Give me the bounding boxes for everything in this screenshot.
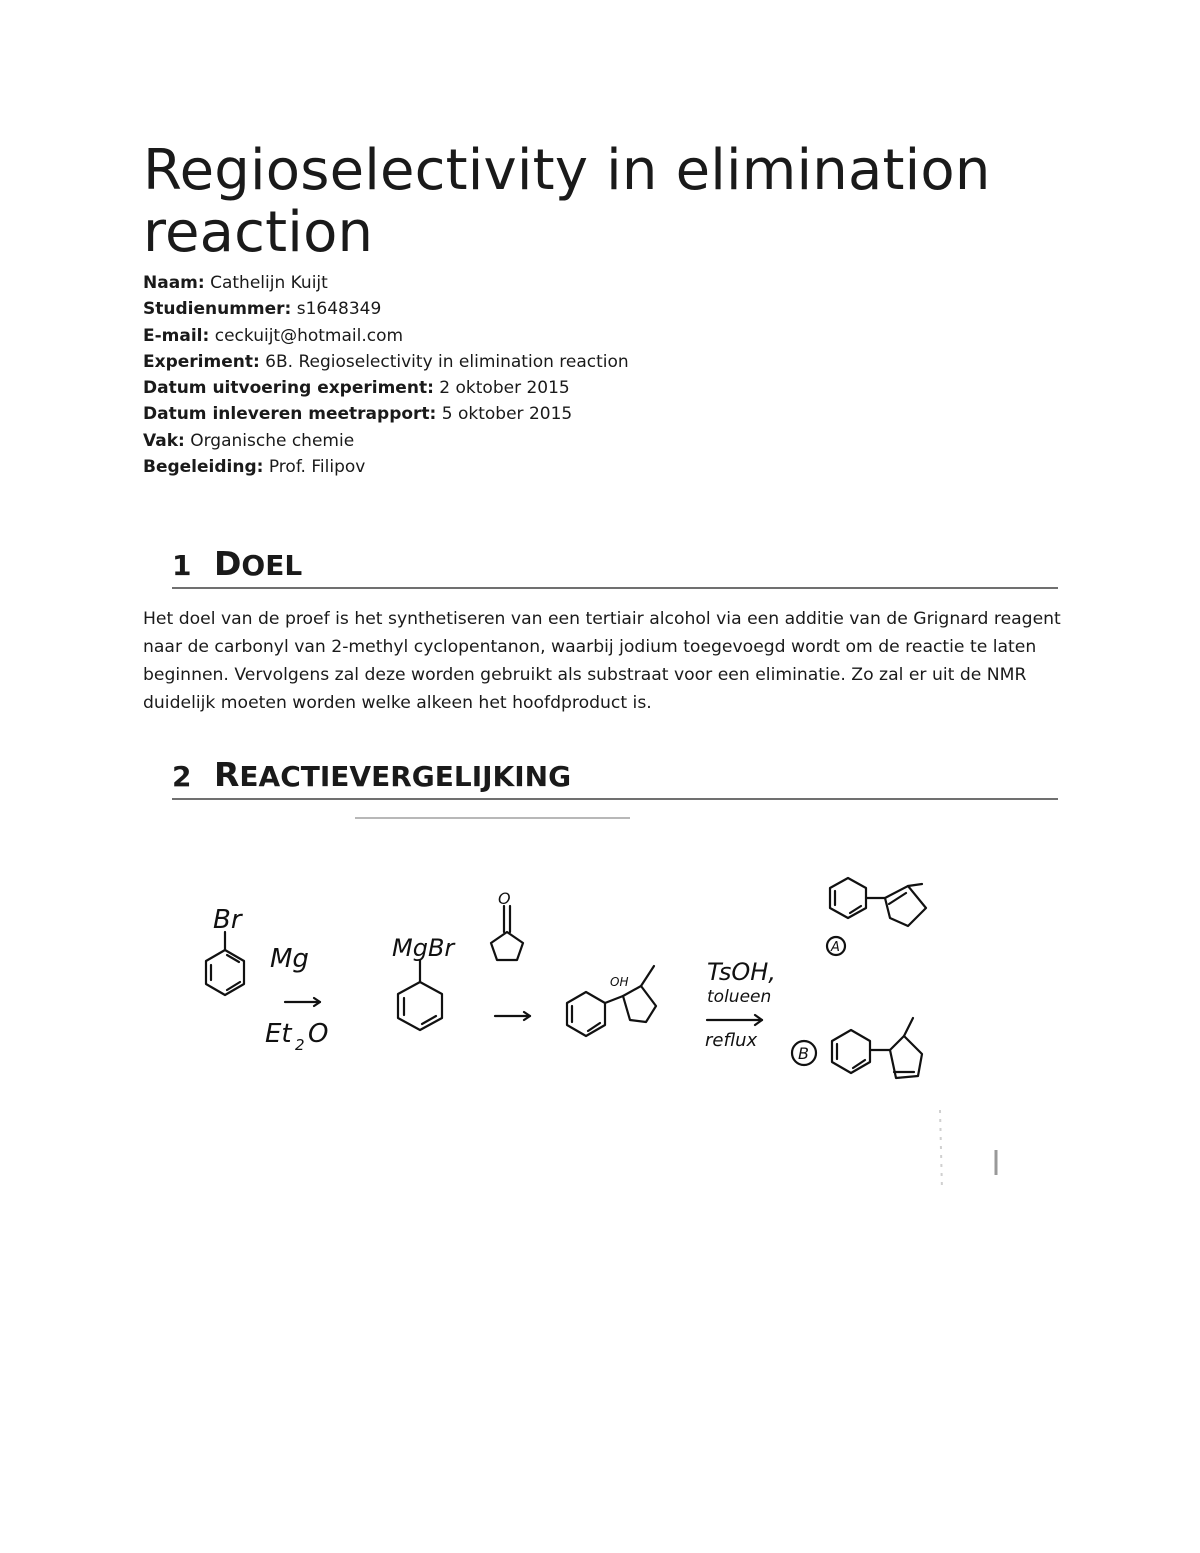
label-ketone-o: O	[498, 889, 511, 908]
bromobenzene-structure	[206, 932, 244, 995]
meta-value: Prof. Filipov	[268, 457, 366, 478]
section-heading-reactievergelijking	[172, 752, 1058, 800]
label-mg: Mg	[270, 944, 309, 974]
meta-row-email	[143, 323, 629, 349]
meta-row-submission-date	[143, 401, 629, 427]
meta-value: s1648349	[296, 299, 382, 320]
meta-label: Studienummer:	[143, 299, 292, 320]
metadata-block	[143, 270, 629, 480]
scan-artifact	[940, 1110, 942, 1190]
phenylmagnesium-bromide-structure	[398, 960, 442, 1030]
meta-label: Datum inleveren meetrapport:	[143, 404, 437, 425]
section-number: 2	[172, 760, 192, 793]
meta-label: Naam:	[143, 273, 205, 293]
product-a-structure	[827, 878, 926, 955]
meta-label: Begeleiding:	[143, 457, 264, 478]
label-br: Br	[213, 905, 242, 935]
label-tolueen: tolueen	[707, 987, 772, 1007]
section-heading-rest: OEL	[241, 549, 303, 582]
meta-row-student-number	[143, 296, 629, 322]
meta-row-execution-date	[143, 375, 629, 401]
meta-row-course	[143, 428, 629, 454]
label-mgbr: MgBr	[392, 934, 455, 962]
meta-value: Cathelijn Kuijt	[210, 273, 328, 293]
section-heading-doel	[172, 541, 1058, 589]
meta-label: Vak:	[143, 430, 185, 451]
meta-label: Datum uitvoering experiment:	[143, 378, 434, 399]
label-et-subscript: 2	[295, 1036, 305, 1054]
label-o: O	[308, 1019, 329, 1049]
label-oh: OH	[610, 975, 629, 989]
cyclopentanone-structure	[491, 906, 523, 960]
section-heading-initial: R	[214, 755, 240, 794]
meta-value: ceckuijt@hotmail.com	[214, 325, 404, 346]
meta-label: E-mail:	[143, 325, 210, 346]
meta-row-experiment	[143, 349, 629, 375]
label-tsoh: TsOH,	[707, 958, 776, 986]
meta-row-name	[143, 270, 629, 296]
meta-value: Organische chemie	[190, 430, 355, 451]
document-title: Regioselectivity in elimination reaction	[143, 138, 991, 265]
reaction-scheme-image	[180, 810, 1020, 1200]
product-b-structure	[792, 1018, 922, 1078]
section-number: 1	[172, 549, 192, 582]
label-et: Et	[265, 1019, 292, 1049]
meta-label: Experiment:	[143, 351, 260, 372]
section-paragraph: Het doel van de proef is het synthetiseren van een tertiair alcohol via een additie van de Grignard reagent naar de carbonyl van 2-methyl cyclopentanon, waarbij jodium toegevoegd wordt om de reactie te laten beginnen. Vervolgens zal deze worden gebruikt als substraat voor een eliminatie. Zo zal er uit de NMR duidelijk moeten worden welke alkeen het hoofdproduct is.	[143, 609, 1061, 713]
meta-row-supervisor	[143, 454, 629, 480]
label-product-a: A	[831, 940, 840, 955]
meta-value: 5 oktober 2015	[441, 404, 573, 425]
section-heading-initial: D	[214, 544, 242, 583]
meta-value: 6B. Regioselectivity in elimination reaction	[265, 351, 629, 372]
meta-value: 2 oktober 2015	[439, 378, 570, 399]
section-heading-rest: EACTIEVERGELIJKING	[239, 760, 572, 793]
label-reflux: reflux	[705, 1030, 758, 1051]
label-product-b: B	[798, 1044, 809, 1063]
